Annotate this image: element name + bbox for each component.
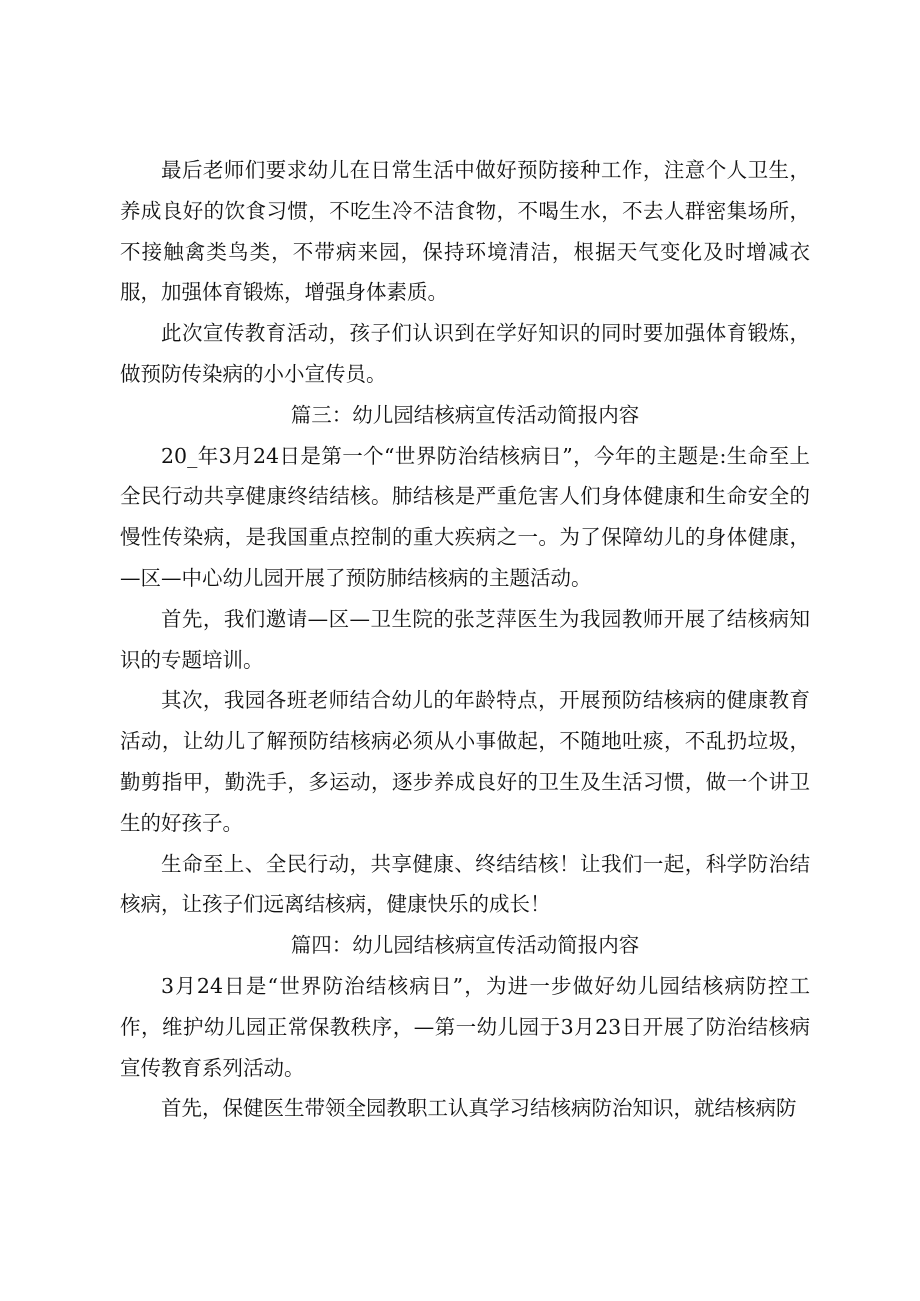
paragraph: 首先，保健医生带领全园教职工认真学习结核病防治知识，就结核病防: [161, 1096, 797, 1121]
section-heading: 篇三：幼儿园结核病宣传活动简报内容: [290, 402, 640, 427]
paragraph: 其次，我园各班老师结合幼儿的年龄特点，开展预防结核病的健康教育活动，让幼儿了解预防结核病必须从小事做起，不随地吐痰，不乱扔垃圾，勤剪指甲，勤洗手，多运动，逐步养成良好的卫生及生活习惯，做一个讲卫生的好孩子。: [120, 688, 810, 835]
document-body: [120, 150, 810, 1129]
section-heading: 篇四：幼儿园结核病宣传活动简报内容: [290, 933, 640, 958]
paragraph: 最后老师们要求幼儿在日常生活中做好预防接种工作，注意个人卫生，养成良好的饮食习惯，不吃生冷不洁食物，不喝生水，不去人群密集场所，不接触禽类鸟类，不带病来园，保持环境清洁，根据天气变化及时增减衣服，加强体育锻炼，增强身体素质。: [120, 158, 810, 305]
paragraph: 20_年3月24日是第一个“世界防治结核病日”，今年的主题是:生命至上全民行动共享健康终结结核。肺结核是严重危害人们身体健康和生命安全的慢性传染病，是我国重点控制的重大疾病之一。为了保障幼儿的身体健康，—区—中心幼儿园开展了预防肺结核病的主题活动。: [120, 443, 810, 590]
paragraph: 首先，我们邀请—区—卫生院的张芝萍医生为我园教师开展了结核病知识的专题培训。: [120, 606, 810, 672]
paragraph: 生命至上、全民行动，共享健康、终结结核！让我们一起，科学防治结核病，让孩子们远离结核病，健康快乐的成长！: [120, 851, 810, 917]
paragraph: 3月24日是“世界防治结核病日”，为进一步做好幼儿园结核病防控工作，维护幼儿园正常保教秩序，—第一幼儿园于3月23日开展了防治结核病宣传教育系列活动。: [120, 973, 810, 1080]
paragraph: 此次宣传教育活动，孩子们认识到在学好知识的同时要加强体育锻炼，做预防传染病的小小宣传员。: [120, 321, 810, 386]
